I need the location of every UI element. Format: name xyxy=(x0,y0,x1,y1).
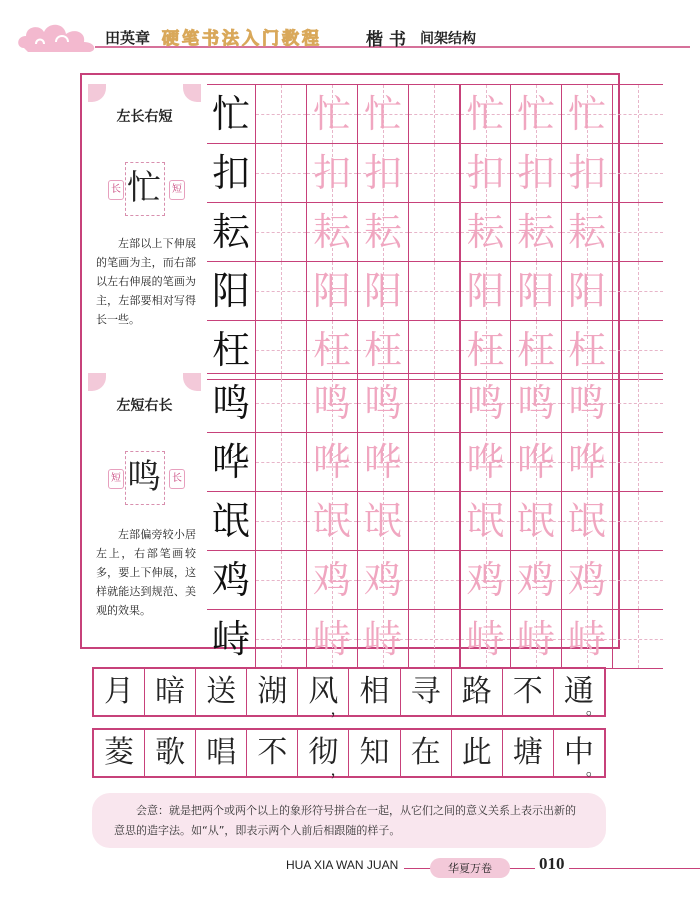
trace-cell: 鸡 xyxy=(306,551,357,609)
cloud-ornament-icon xyxy=(14,14,104,58)
trace-cell: 忙 xyxy=(510,85,561,143)
practice-row xyxy=(207,143,663,202)
section-title: 左短右长 xyxy=(116,398,173,414)
empty-practice-cell xyxy=(255,374,306,432)
punctuation: ， xyxy=(330,760,347,779)
poem-character: 此 xyxy=(451,730,502,776)
trace-cell: 耘 xyxy=(561,203,612,261)
footer-english: HUA XIA WAN JUAN xyxy=(280,858,404,872)
empty-practice-cell xyxy=(612,492,663,550)
section-description: 左部以上下伸展的笔画为主，而右部以左右伸展的笔画为主，左部要相对写得长一些。 xyxy=(96,237,196,326)
trace-cell: 峙 xyxy=(510,610,561,668)
trace-cell: 峙 xyxy=(357,610,408,668)
trace-cell: 阳 xyxy=(459,262,510,320)
empty-practice-cell xyxy=(612,262,663,320)
punctuation: ， xyxy=(330,699,347,718)
model-character: 耘 xyxy=(211,210,250,254)
trace-cell: 哗 xyxy=(459,433,510,491)
trace-cell: 耘 xyxy=(357,203,408,261)
empty-practice-cell xyxy=(612,610,663,668)
practice-grid-1 xyxy=(207,84,663,380)
trace-cell: 鸣 xyxy=(459,374,510,432)
trace-cell: 扣 xyxy=(510,144,561,202)
header-author: 田英章 xyxy=(105,29,151,47)
poem-character: 月 xyxy=(104,674,135,709)
poem-character: 唱 xyxy=(195,730,246,776)
section-description: 左部偏旁较小居左上，右部笔画较多，要上下伸展，这样就能达到规范、美观的效果。 xyxy=(96,528,196,617)
trace-cell: 鸣 xyxy=(510,374,561,432)
model-character: 哗 xyxy=(211,440,250,484)
punctuation: 。 xyxy=(585,699,602,718)
trace-cell: 哗 xyxy=(510,433,561,491)
trace-cell: 忙 xyxy=(561,85,612,143)
empty-practice-cell xyxy=(408,374,459,432)
trace-cell: 哗 xyxy=(561,433,612,491)
poem-character: 在 xyxy=(400,730,451,776)
practice-row xyxy=(207,432,663,491)
poem-character: 不 xyxy=(502,669,553,715)
practice-row xyxy=(207,491,663,550)
demo-character-box xyxy=(88,162,201,218)
page-header xyxy=(0,0,700,60)
poem-character: 风 ， xyxy=(297,669,348,715)
corner-ornament-icon xyxy=(183,373,201,391)
model-character: 扣 xyxy=(211,151,250,195)
practice-row xyxy=(207,202,663,261)
empty-practice-cell xyxy=(255,551,306,609)
demo-character-box xyxy=(88,451,201,507)
model-character: 忙 xyxy=(211,92,250,136)
trace-cell: 哗 xyxy=(306,433,357,491)
trace-cell: 枉 xyxy=(561,321,612,379)
page-number: 010 xyxy=(535,854,569,874)
trace-cell: 枉 xyxy=(357,321,408,379)
demo-character: 忙 xyxy=(127,168,161,208)
poem-character: 湖 xyxy=(246,669,297,715)
empty-practice-cell xyxy=(612,551,663,609)
model-character: 鸣 xyxy=(211,381,250,425)
poem-character: 相 xyxy=(348,669,399,715)
trace-cell: 鸡 xyxy=(459,551,510,609)
trace-cell: 忙 xyxy=(459,85,510,143)
model-character: 鸡 xyxy=(211,558,250,602)
trace-cell: 扣 xyxy=(459,144,510,202)
corner-ornament-icon xyxy=(183,84,201,102)
trace-cell: 耘 xyxy=(510,203,561,261)
trace-cell: 鸡 xyxy=(510,551,561,609)
trace-cell: 阳 xyxy=(306,262,357,320)
trace-cell: 氓 xyxy=(459,492,510,550)
poem-character: 中 。 xyxy=(553,730,604,776)
empty-practice-cell xyxy=(255,144,306,202)
poem-character: 送 xyxy=(195,669,246,715)
trace-cell: 鸡 xyxy=(357,551,408,609)
trace-cell: 鸡 xyxy=(561,551,612,609)
trace-cell: 枉 xyxy=(306,321,357,379)
tag-left: 长 xyxy=(108,180,124,200)
section-panel-1 xyxy=(88,84,201,359)
trace-cell: 峙 xyxy=(459,610,510,668)
empty-practice-cell xyxy=(255,85,306,143)
trace-cell: 耘 xyxy=(306,203,357,261)
poem-character: 菱 xyxy=(104,735,135,770)
poem-character: 知 xyxy=(348,730,399,776)
note-text: 会意：就是把两个或两个以上的象形符号拼合在一起，从它们之间的意义关系上表示出新的意思的造字法。如“从”，即表示两个人前后相跟随的样子。 xyxy=(114,804,576,837)
empty-practice-cell xyxy=(612,374,663,432)
model-character: 枉 xyxy=(211,328,250,372)
empty-practice-cell xyxy=(612,321,663,379)
model-character: 氓 xyxy=(211,499,250,543)
empty-practice-cell xyxy=(408,492,459,550)
trace-cell: 扣 xyxy=(306,144,357,202)
empty-practice-cell xyxy=(612,433,663,491)
trace-cell: 忙 xyxy=(357,85,408,143)
poem-character: 塘 xyxy=(502,730,553,776)
empty-practice-cell xyxy=(408,144,459,202)
footer-chinese: 华夏万卷 xyxy=(430,858,510,878)
empty-practice-cell xyxy=(255,203,306,261)
trace-cell: 阳 xyxy=(357,262,408,320)
poem-character: 歌 xyxy=(144,730,195,776)
trace-cell: 扣 xyxy=(357,144,408,202)
trace-cell: 耘 xyxy=(459,203,510,261)
model-character: 阳 xyxy=(211,269,250,313)
trace-cell: 枉 xyxy=(510,321,561,379)
empty-practice-cell xyxy=(408,321,459,379)
empty-practice-cell xyxy=(408,85,459,143)
trace-cell: 峙 xyxy=(561,610,612,668)
practice-grid-2 xyxy=(207,373,663,669)
corner-ornament-icon xyxy=(88,373,106,391)
practice-row xyxy=(207,550,663,609)
poem-character: 暗 xyxy=(144,669,195,715)
trace-cell: 峙 xyxy=(306,610,357,668)
tag-left: 短 xyxy=(108,469,124,489)
trace-cell: 忙 xyxy=(306,85,357,143)
trace-cell: 扣 xyxy=(561,144,612,202)
trace-cell: 阳 xyxy=(510,262,561,320)
empty-practice-cell xyxy=(255,321,306,379)
punctuation: 。 xyxy=(585,760,602,779)
section-title: 左长右短 xyxy=(116,109,173,125)
section-panel-2 xyxy=(88,373,201,643)
trace-cell: 鸣 xyxy=(357,374,408,432)
trace-cell: 鸣 xyxy=(306,374,357,432)
model-character: 峙 xyxy=(211,617,250,661)
trace-cell: 哗 xyxy=(357,433,408,491)
empty-practice-cell xyxy=(408,433,459,491)
practice-row xyxy=(207,373,663,432)
corner-ornament-icon xyxy=(88,84,106,102)
trace-cell: 氓 xyxy=(561,492,612,550)
empty-practice-cell xyxy=(255,433,306,491)
header-series-title: 硬笔书法入门教程 xyxy=(162,29,322,49)
empty-practice-cell xyxy=(408,262,459,320)
practice-row xyxy=(207,320,663,380)
empty-practice-cell xyxy=(408,203,459,261)
practice-row xyxy=(207,84,663,143)
empty-practice-cell xyxy=(612,85,663,143)
poem-character: 不 xyxy=(246,730,297,776)
poem-character: 寻 xyxy=(400,669,451,715)
empty-practice-cell xyxy=(408,551,459,609)
poem-character: 彻 ， xyxy=(297,730,348,776)
trace-cell: 氓 xyxy=(357,492,408,550)
trace-cell: 氓 xyxy=(306,492,357,550)
trace-cell: 阳 xyxy=(561,262,612,320)
header-topic: 间架结构 xyxy=(420,31,476,47)
poem-row-1 xyxy=(92,667,606,717)
poem-row-2 xyxy=(92,728,606,778)
poem-character: 路 xyxy=(451,669,502,715)
poem-character: 通 。 xyxy=(553,669,604,715)
tag-right: 短 xyxy=(169,180,185,200)
practice-row xyxy=(207,261,663,320)
header-style: 楷书 xyxy=(366,30,412,50)
trace-cell: 枉 xyxy=(459,321,510,379)
trace-cell: 鸣 xyxy=(561,374,612,432)
empty-practice-cell xyxy=(612,203,663,261)
note-box xyxy=(92,793,606,848)
empty-practice-cell xyxy=(255,262,306,320)
empty-practice-cell xyxy=(255,610,306,668)
demo-character: 鸣 xyxy=(127,457,161,497)
empty-practice-cell xyxy=(612,144,663,202)
trace-cell: 氓 xyxy=(510,492,561,550)
empty-practice-cell xyxy=(408,610,459,668)
empty-practice-cell xyxy=(255,492,306,550)
practice-row xyxy=(207,609,663,669)
tag-right: 长 xyxy=(169,469,185,489)
